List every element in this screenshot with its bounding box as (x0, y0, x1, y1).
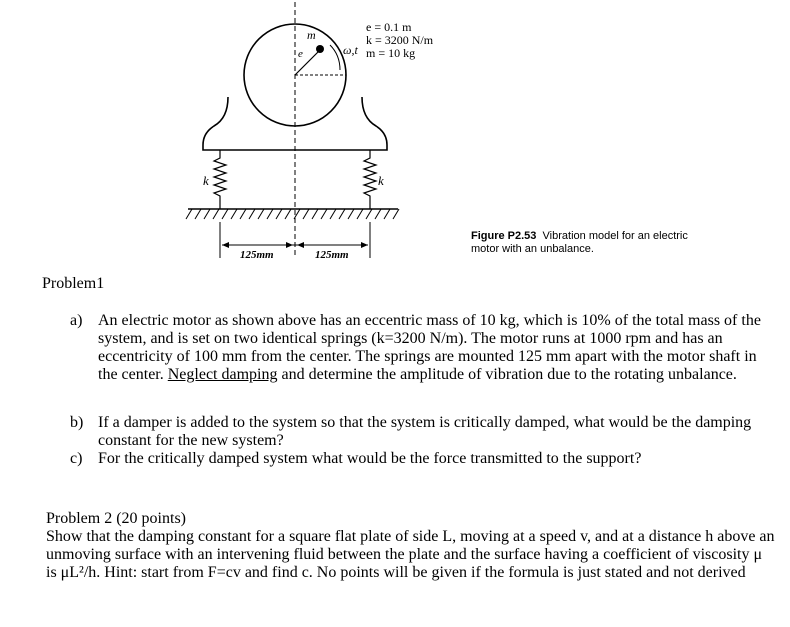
part-c-label: c) (70, 450, 83, 467)
part-a-text-before: An electric motor as shown above has an eccentric mass of 10 kg, which is 10% of the total mass of the system, and is set on two identical springs (k=3200 N/m). The motor runs at 1000 rpm and has an eccentricity of 100 mm from the center. The springs are mounted 125 mm apart with the motor shaft in the center. (98, 312, 761, 383)
eccentric-mass-dot (316, 45, 324, 53)
problem2 (46, 510, 776, 582)
spring-left-label: k (203, 173, 209, 188)
problem1-part-a (70, 312, 770, 384)
omega-label: ω,t (343, 43, 358, 57)
problem1-items (70, 312, 770, 468)
param-e: e = 0.1 m (366, 20, 412, 34)
spring-right-label: k (378, 173, 384, 188)
param-k: k = 3200 N/m (366, 33, 434, 47)
part-a-text-after: and determine the amplitude of vibration due to the rotating unbalance. (281, 366, 737, 383)
problem1-part-b (70, 414, 770, 450)
part-a-label: a) (70, 312, 83, 329)
figure-caption-ref: Figure P2.53 (471, 230, 537, 242)
problem1-title: Problem1 (42, 275, 105, 292)
problem1-part-c (70, 450, 770, 468)
dimension-left-label: 125mm (240, 249, 274, 261)
left-spring (214, 150, 226, 209)
dimension-right-label: 125mm (315, 249, 349, 261)
part-b-text: If a damper is added to the system so that the system is critically damped, what would be the damping constant for the new system? (98, 414, 752, 449)
eccentricity-label: e (298, 48, 303, 60)
part-c-text: For the critically damped system what would be the force transmitted to the support? (98, 450, 642, 467)
problem2-text: Show that the damping constant for a square flat plate of side L, moving at a speed v, and at a distance h above an unmoving surface with an intervening fluid between the plate and the surface having a coefficient of viscosity μ is μL²/h. Hint: start from F=cv and find c. No points will be given if the formula is just stated and not derived (46, 528, 775, 581)
right-spring (364, 150, 376, 209)
problem2-title: Problem 2 (20 points) (46, 510, 186, 527)
mass-label: m (307, 28, 316, 42)
param-m: m = 10 kg (366, 46, 416, 60)
figure-caption (471, 230, 701, 256)
part-a-underlined: Neglect damping (167, 366, 278, 383)
figure-parameters (366, 21, 433, 60)
figure-caption-text: Vibration model for an electric motor with an unbalance. (471, 230, 688, 255)
part-b-label: b) (70, 414, 84, 431)
ground-hatch (186, 209, 399, 219)
